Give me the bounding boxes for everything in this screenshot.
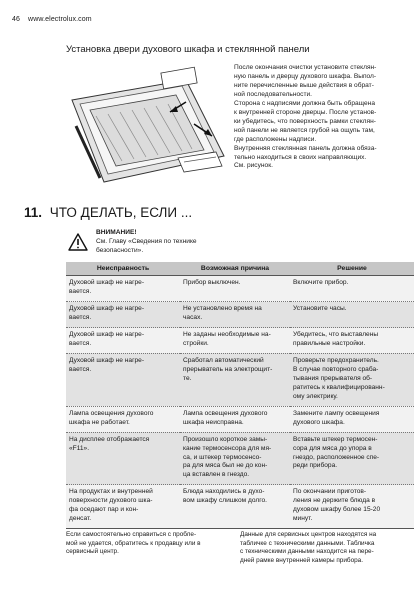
table-header-row	[66, 262, 414, 276]
site-link[interactable]: www.electrolux.com	[28, 16, 92, 23]
problem-cell: Духовой шкаф не нагре- вается.	[66, 353, 180, 406]
table-row	[66, 432, 414, 485]
installation-instructions: После окончания очистки установите стеклян- ную панель и дверцу духового шкафа. Выпол- ните перечисленные выше действия в обрат- ной последовательности. Сторона с надписями должна быть обращена к внутренней стороне дверцы. После установ- ки убедитесь, что поверхность рамки стеклян- ной панели не является грубой на ощупь там, где расположены надписи. Внутренняя стеклянная панель должна обяза- тельно находиться в своих направляющих. См. рисунок.	[234, 64, 377, 170]
table-row	[66, 485, 414, 529]
chapter-heading	[24, 205, 192, 220]
cause-cell: Блюда находились в духо- вом шкафу слишком долго.	[180, 485, 290, 529]
warning-note	[96, 229, 296, 256]
problem-cell: Духовой шкаф не нагре- вается.	[66, 328, 180, 354]
problem-cell: Духовой шкаф не нагре- вается.	[66, 276, 180, 302]
solution-cell: Установите часы.	[290, 302, 414, 328]
solution-cell: По окончании приготов- ления не держите блюда в духовом шкафу более 15-20 минут.	[290, 485, 414, 529]
section-title: Установка двери духового шкафа и стеклянной панели	[66, 44, 310, 55]
chapter-title: ЧТО ДЕЛАТЬ, ЕСЛИ ...	[49, 205, 193, 220]
cause-cell: Не заданы необходимые на- стройки.	[180, 328, 290, 354]
rating-plate-info: Данные для сервисных центров находятся на табличке с техническими данными. Табличка с техническими данными находится на пере- дней рамке внутренней камеры прибора.	[240, 531, 377, 565]
header-solution: Решение	[290, 262, 414, 276]
oven-door-illustration	[66, 66, 228, 186]
service-advice: Если самостоятельно справиться с пробле- мой не удается, обратитесь к продавцу или в сервисный центр.	[66, 531, 201, 556]
problem-cell: На дисплее отображается «F11».	[66, 432, 180, 485]
table-row	[66, 328, 414, 354]
table-row	[66, 276, 414, 302]
page-header	[12, 16, 92, 23]
problem-cell: Лампа освещения духового шкафа не работает.	[66, 406, 180, 432]
cause-cell: Сработал автоматический прерыватель на электрощит- те.	[180, 353, 290, 406]
header-cause: Возможная причина	[180, 262, 290, 276]
warning-text: См. Главу «Сведения по технике безопасности».	[96, 237, 197, 254]
solution-cell: Включите прибор.	[290, 276, 414, 302]
cause-cell: Прибор выключен.	[180, 276, 290, 302]
solution-cell: Проверьте предохранитель. В случае повторного сраба- тывания прерывателя об- ратитесь к квалифицированн- ому электрику.	[290, 353, 414, 406]
troubleshooting-table	[66, 262, 414, 529]
page-number: 46	[12, 16, 20, 23]
problem-cell: На продуктах и внутренней поверхности духового шка- фа оседают пар и кон- денсат.	[66, 485, 180, 529]
table-row	[66, 406, 414, 432]
cause-cell: Не установлено время на часах.	[180, 302, 290, 328]
warning-title: ВНИМАНИЕ!	[96, 229, 137, 236]
problem-cell: Духовой шкаф не нагре- вается.	[66, 302, 180, 328]
warning-icon	[68, 233, 88, 251]
header-problem: Неисправность	[66, 262, 180, 276]
table-row	[66, 302, 414, 328]
cause-cell: Лампа освещения духового шкафа неисправна.	[180, 406, 290, 432]
cause-cell: Произошло короткое замы- кание термосенсора для мя- са, и штекер термосенсо- ра для мяса был не до кон- ца вставлен в гнездо.	[180, 432, 290, 485]
solution-cell: Убедитесь, что выставлены правильные настройки.	[290, 328, 414, 354]
solution-cell: Вставьте штекер термосен- сора для мяса до упора в гнездо, расположенное спе- реди прибора.	[290, 432, 414, 485]
table-row	[66, 353, 414, 406]
chapter-number: 11.	[24, 205, 43, 220]
solution-cell: Замените лампу освещения духового шкафа.	[290, 406, 414, 432]
